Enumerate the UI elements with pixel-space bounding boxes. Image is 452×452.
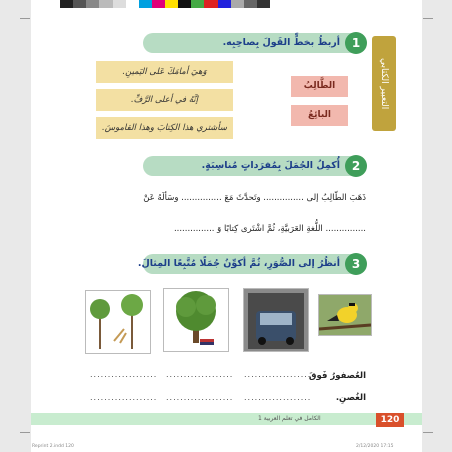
- printer-color-bar: [60, 0, 270, 8]
- bird-on-branch-image: [318, 294, 372, 336]
- footer-bar: [31, 413, 422, 425]
- crop-mark: [20, 432, 30, 433]
- blank-line: ...................: [90, 393, 158, 402]
- fill-line-1: ذَهَبَ الطّالِبُ إلى ............... وتَحدَّثَ مَعَ ............... وسَألَهُ عَنْ: [143, 193, 366, 203]
- example-line-1: العُصفورُ فَوقَ: [308, 371, 366, 381]
- section1-number: 1: [345, 32, 367, 54]
- blank-line: ...................: [166, 370, 234, 379]
- section3-number: 3: [345, 253, 367, 275]
- blank-line: ...................: [90, 370, 158, 379]
- page-number: 120: [376, 413, 404, 427]
- section3-instruction: أنظُرُ إلى الصُّوَرِ، ثُمَّ أكوِّنُ جُمَلًا مُتَّبِعًا المِثالَ.: [137, 258, 340, 269]
- trees-with-easel-image: [85, 290, 151, 354]
- blank-line: ...................: [166, 393, 234, 402]
- tree-with-books-image: [163, 288, 229, 352]
- section2-number: 2: [345, 155, 367, 177]
- speaker-box-seller: البائِعُ: [291, 105, 348, 126]
- section1-instruction: أربطُ بخطٍّ القَولَ بِصاحِبِه.: [222, 37, 340, 48]
- crop-mark: [423, 432, 433, 433]
- section2-instruction: أُكمِلُ الجُمَلَ بِمُفرَداتٍ مُناسِبَةٍ.: [201, 160, 340, 171]
- print-info-left: Reprint 2.indd 120: [32, 444, 74, 449]
- example-line-2: الغُصنِ.: [335, 393, 366, 403]
- speaker-box-student: الطَّالِبُ: [291, 76, 348, 97]
- car-in-garage-image: [243, 288, 309, 352]
- book-title: الكامل في تعلم العربية 1: [258, 415, 321, 422]
- print-info-right: 2/12/2020 17:15: [356, 444, 394, 449]
- sentence-box-1: وَهيَ أمامَكَ عَلى اليَمينِ.: [96, 61, 233, 83]
- blank-line: ...................: [244, 393, 312, 402]
- side-tab: التعبير الكتابي: [372, 36, 396, 131]
- sentence-box-2: إنَّهُ في أعلى الرَّفِّ.: [96, 89, 233, 111]
- crop-mark: [20, 18, 30, 19]
- fill-line-2: ............... اللُّغةِ العَرَبيَّةِ، ثُمَّ اشْتَرى كِتابًا وَ ...............: [173, 224, 366, 234]
- crop-mark: [423, 18, 433, 19]
- sentence-box-3: سأشتري هذا الكِتابَ وهذا القاموسَ.: [96, 117, 233, 139]
- blank-line: ...................: [244, 370, 312, 379]
